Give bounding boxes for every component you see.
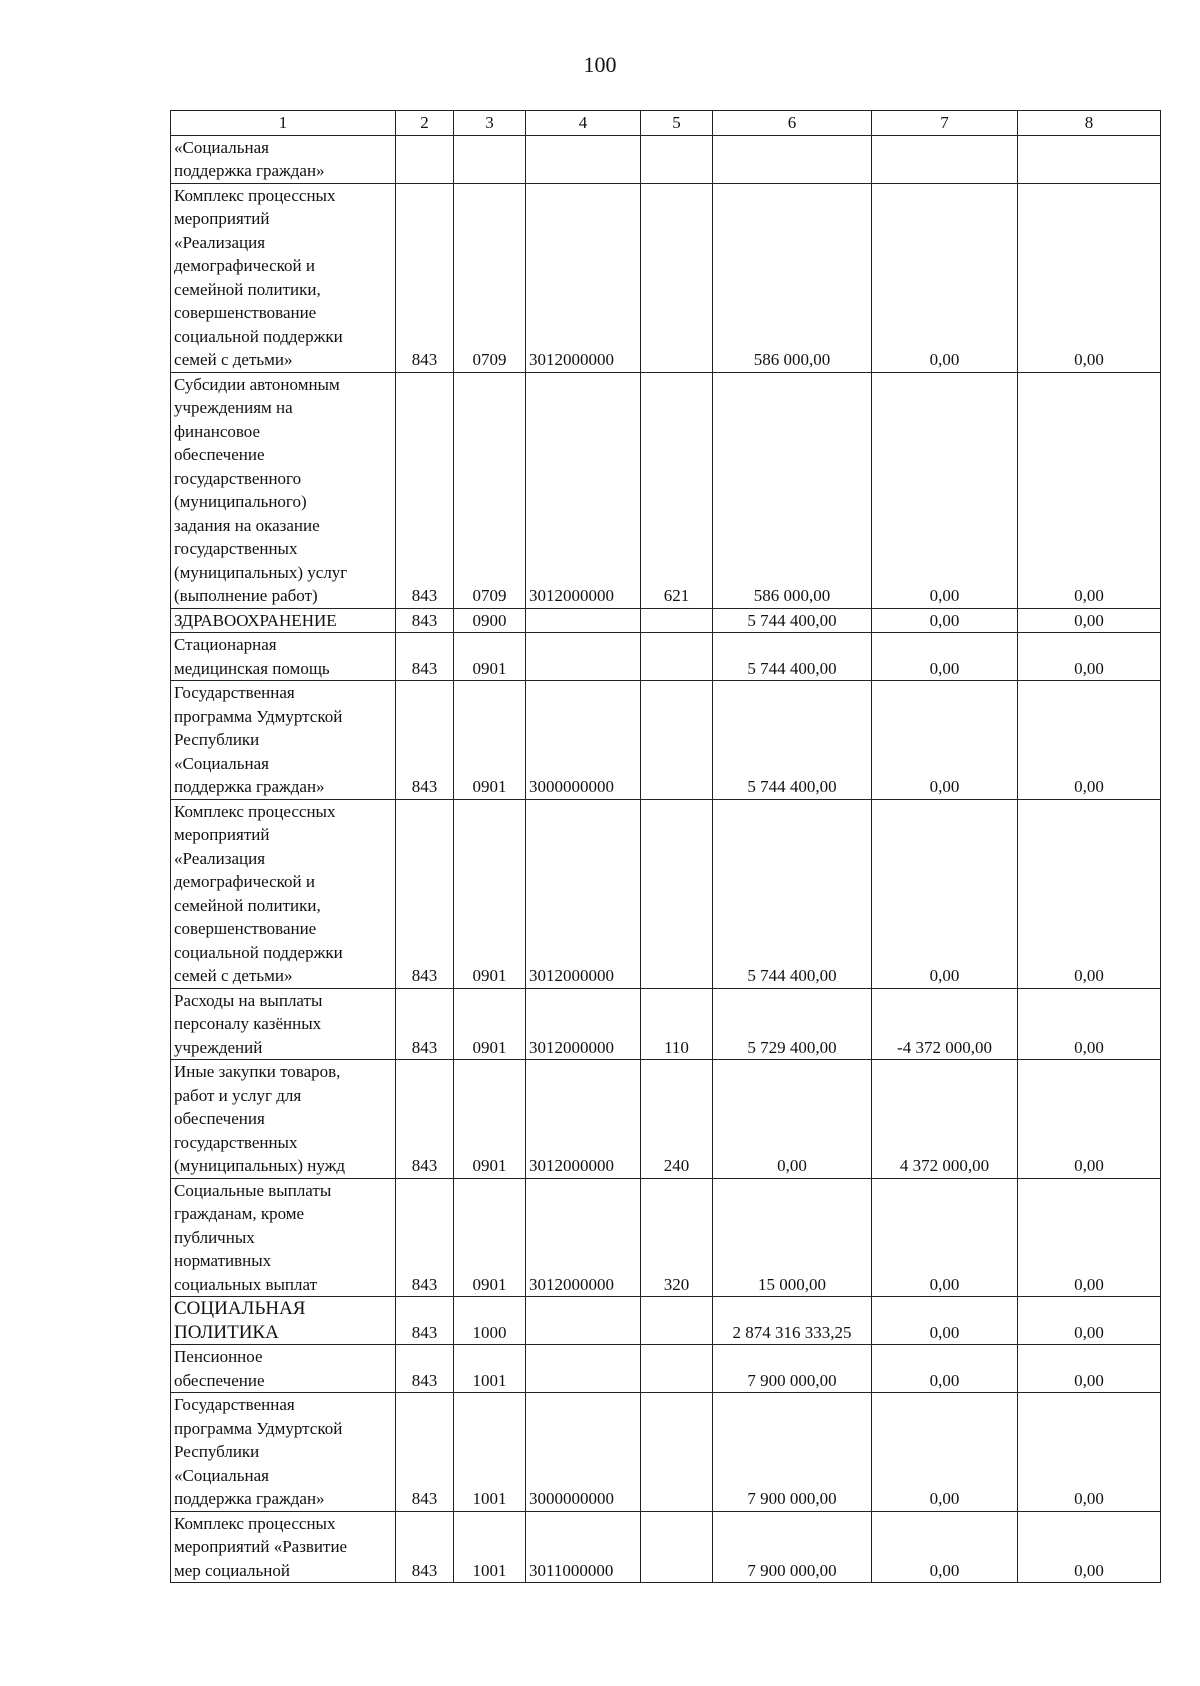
cell-name-line: демографической и [174,872,315,891]
cell-name-line: государственных [174,539,298,558]
cell-change: 0,00 [872,633,1018,681]
table-row [171,1393,1161,1512]
table-header-row [171,111,1161,136]
cell-name-line: нормативных [174,1251,272,1270]
cell-expense-type: 110 [641,988,713,1060]
column-header: 2 [396,111,454,136]
cell-change: 4 372 000,00 [872,1060,1018,1179]
cell-amount-2: 0,00 [1018,633,1161,681]
cell-change: 0,00 [872,1511,1018,1583]
table-row [171,799,1161,988]
cell-name [171,633,396,681]
cell-target-article [526,1297,641,1345]
cell-name-line: ПОЛИТИКА [174,1321,279,1343]
cell-expense-type [641,681,713,800]
cell-name-line: СОЦИАЛЬНАЯ [174,1298,306,1319]
cell-amount-2 [1018,135,1161,183]
cell-name [171,1345,396,1393]
cell-admin-code: 843 [396,1393,454,1512]
table-row [171,1511,1161,1583]
cell-name [171,372,396,608]
cell-amount-2: 0,00 [1018,1393,1161,1512]
cell-target-article: 3012000000 [526,372,641,608]
cell-change: 0,00 [872,1178,1018,1297]
cell-name-line: Социальные выплаты [174,1180,332,1200]
cell-section: 0901 [454,1178,526,1297]
cell-name [171,799,396,988]
table-row [171,135,1161,183]
cell-name-line: работ и услуг для [174,1085,302,1105]
cell-amount: 5 744 400,00 [713,633,872,681]
column-header: 6 [713,111,872,136]
cell-name-line: социальных выплат [174,1274,318,1294]
cell-section: 1001 [454,1393,526,1512]
cell-admin-code: 843 [396,1178,454,1297]
cell-admin-code: 843 [396,988,454,1060]
cell-admin-code: 843 [396,681,454,800]
cell-change: 0,00 [872,1297,1018,1345]
cell-amount-2: 0,00 [1018,988,1161,1060]
table-row [171,1178,1161,1297]
cell-name-line: семейной политики, [174,279,321,299]
cell-name-line: Комплекс процессных [174,185,336,205]
cell-change: 0,00 [872,1393,1018,1512]
cell-name-line: (муниципальных) нужд [174,1156,346,1175]
cell-name-line: совершенствование [174,303,317,322]
cell-amount: 586 000,00 [713,183,872,372]
cell-amount: 7 900 000,00 [713,1511,872,1583]
cell-section: 0900 [454,608,526,633]
table-row [171,183,1161,372]
cell-target-article [526,135,641,183]
cell-name-line: «Реализация [174,232,266,252]
cell-amount-2: 0,00 [1018,1345,1161,1393]
cell-name-line: Расходы на выплаты [174,990,323,1010]
cell-section: 0901 [454,799,526,988]
cell-name-line: Комплекс процессных [174,801,336,821]
cell-target-article: 3012000000 [526,988,641,1060]
cell-name-line: Стационарная [174,635,277,654]
cell-name-line: «Социальная [174,137,269,157]
cell-amount: 586 000,00 [713,372,872,608]
cell-admin-code: 843 [396,799,454,988]
table-row [171,681,1161,800]
cell-name-line: публичных [174,1227,255,1247]
cell-target-article [526,633,641,681]
cell-name-line: Республики [174,730,260,749]
cell-change [872,135,1018,183]
cell-target-article: 3012000000 [526,799,641,988]
cell-target-article: 3012000000 [526,183,641,372]
cell-change: 0,00 [872,799,1018,988]
cell-amount [713,135,872,183]
column-header: 8 [1018,111,1161,136]
cell-section: 1001 [454,1345,526,1393]
cell-target-article: 3012000000 [526,1060,641,1179]
cell-change: -4 372 000,00 [872,988,1018,1060]
cell-name-line: мероприятий [174,209,270,228]
cell-target-article: 3011000000 [526,1511,641,1583]
cell-amount: 7 900 000,00 [713,1393,872,1512]
page-number: 100 [583,52,617,77]
cell-amount: 5 744 400,00 [713,608,872,633]
cell-expense-type [641,608,713,633]
cell-name-line: программа Удмуртской [174,1418,343,1438]
cell-name [171,1297,396,1345]
cell-name-line: государственного [174,468,302,488]
cell-name-line: ЗДРАВООХРАНЕНИЕ [174,610,337,630]
cell-target-article: 3012000000 [526,1178,641,1297]
cell-expense-type: 240 [641,1060,713,1179]
cell-amount-2: 0,00 [1018,608,1161,633]
cell-section: 1000 [454,1297,526,1345]
cell-expense-type [641,633,713,681]
cell-name-line: социальной поддержки [174,326,343,346]
cell-target-article: 3000000000 [526,1393,641,1512]
cell-name-line: Республики [174,1442,260,1461]
cell-amount: 7 900 000,00 [713,1345,872,1393]
cell-amount-2: 0,00 [1018,183,1161,372]
cell-amount-2: 0,00 [1018,1511,1161,1583]
cell-name-line: учреждений [174,1037,263,1057]
table-row [171,633,1161,681]
cell-name [171,183,396,372]
cell-name-line: персоналу казённых [174,1014,322,1033]
cell-change: 0,00 [872,681,1018,800]
budget-table [170,110,1161,1583]
cell-section: 1001 [454,1511,526,1583]
cell-change: 0,00 [872,372,1018,608]
column-header: 4 [526,111,641,136]
cell-name-line: программа Удмуртской [174,706,343,726]
cell-name-line: (муниципальных) услуг [174,562,348,582]
cell-name [171,1393,396,1512]
column-header: 1 [171,111,396,136]
cell-name-line: обеспечение [174,1370,265,1390]
cell-name-line: «Социальная [174,753,269,773]
cell-admin-code: 843 [396,1511,454,1583]
cell-name-line: гражданам, кроме [174,1204,305,1223]
cell-admin-code: 843 [396,1345,454,1393]
cell-expense-type [641,1345,713,1393]
cell-name-line: государственных [174,1132,298,1152]
cell-expense-type [641,183,713,372]
cell-name-line: совершенствование [174,919,317,938]
cell-amount: 5 729 400,00 [713,988,872,1060]
cell-expense-type [641,1511,713,1583]
cell-name-line: Пенсионное [174,1347,263,1366]
cell-name [171,988,396,1060]
cell-name-line: Комплекс процессных [174,1513,336,1533]
cell-section: 0709 [454,183,526,372]
cell-name-line: поддержка граждан» [174,777,325,796]
cell-amount-2: 0,00 [1018,799,1161,988]
cell-amount: 2 874 316 333,25 [713,1297,872,1345]
table-row [171,608,1161,633]
cell-name-line: «Социальная [174,1465,269,1485]
table-row [171,1345,1161,1393]
table-row [171,1297,1161,1345]
cell-expense-type [641,799,713,988]
cell-section: 0901 [454,1060,526,1179]
cell-name [171,608,396,633]
cell-name-line: учреждениям на [174,398,293,417]
cell-expense-type: 320 [641,1178,713,1297]
cell-name-line: обеспечение [174,445,265,464]
cell-name-line: мероприятий [174,825,270,844]
cell-admin-code: 843 [396,633,454,681]
cell-amount-2: 0,00 [1018,1178,1161,1297]
cell-name-line: семей с детьми» [174,966,293,985]
cell-expense-type [641,1297,713,1345]
cell-name [171,1178,396,1297]
cell-name-line: Государственная [174,683,295,702]
cell-name [171,681,396,800]
cell-section: 0901 [454,633,526,681]
cell-name-line: (выполнение работ) [174,586,318,605]
cell-expense-type [641,135,713,183]
cell-amount-2: 0,00 [1018,681,1161,800]
cell-amount-2: 0,00 [1018,1060,1161,1179]
column-header: 5 [641,111,713,136]
cell-amount-2: 0,00 [1018,372,1161,608]
cell-admin-code: 843 [396,1297,454,1345]
cell-target-article [526,1345,641,1393]
cell-name [171,135,396,183]
cell-name-line: Государственная [174,1395,295,1414]
cell-amount: 5 744 400,00 [713,681,872,800]
cell-admin-code [396,135,454,183]
cell-amount-2: 0,00 [1018,1297,1161,1345]
table-row [171,988,1161,1060]
cell-admin-code: 843 [396,608,454,633]
cell-name-line: обеспечения [174,1109,265,1128]
cell-name-line: демографической и [174,256,315,275]
column-header: 3 [454,111,526,136]
cell-name-line: Субсидии автономным [174,374,340,394]
cell-name-line: мероприятий «Развитие [174,1537,348,1556]
cell-section: 0901 [454,681,526,800]
cell-change: 0,00 [872,608,1018,633]
cell-name-line: финансовое [174,421,261,441]
cell-name-line: семейной политики, [174,895,321,915]
cell-name [171,1060,396,1179]
cell-name-line: «Реализация [174,848,266,868]
cell-name-line: задания на оказание [174,515,320,535]
cell-name-line: (муниципального) [174,492,307,511]
cell-admin-code: 843 [396,183,454,372]
cell-section [454,135,526,183]
column-header: 7 [872,111,1018,136]
cell-name-line: Иные закупки товаров, [174,1062,341,1081]
cell-change: 0,00 [872,183,1018,372]
cell-name-line: социальной поддержки [174,942,343,962]
cell-amount: 15 000,00 [713,1178,872,1297]
table-row [171,372,1161,608]
table-row [171,1060,1161,1179]
cell-target-article: 3000000000 [526,681,641,800]
cell-target-article [526,608,641,633]
cell-name-line: поддержка граждан» [174,161,325,180]
cell-name-line: медицинская помощь [174,658,330,678]
cell-section: 0709 [454,372,526,608]
cell-admin-code: 843 [396,372,454,608]
cell-amount: 5 744 400,00 [713,799,872,988]
cell-name-line: поддержка граждан» [174,1489,325,1508]
cell-name [171,1511,396,1583]
cell-section: 0901 [454,988,526,1060]
cell-admin-code: 843 [396,1060,454,1179]
cell-expense-type [641,1393,713,1512]
cell-amount: 0,00 [713,1060,872,1179]
cell-change: 0,00 [872,1345,1018,1393]
cell-name-line: мер социальной [174,1560,290,1580]
cell-expense-type: 621 [641,372,713,608]
cell-name-line: семей с детьми» [174,350,293,369]
